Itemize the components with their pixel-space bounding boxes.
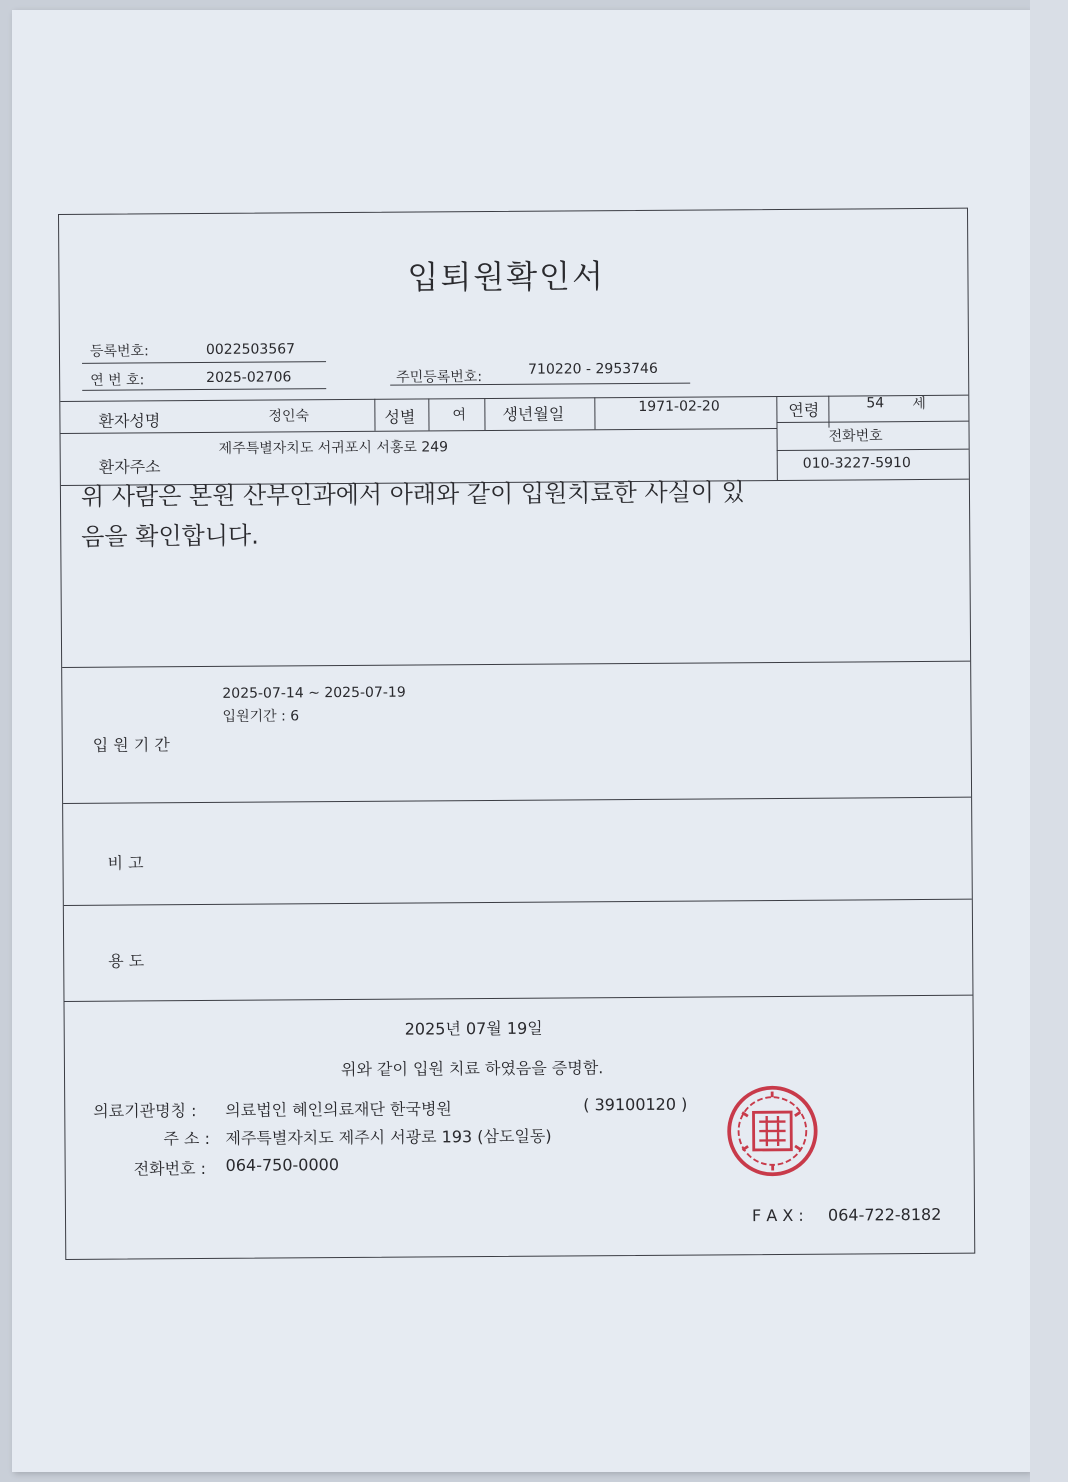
divider [776,396,778,480]
fax-number: 064-722-8182 [827,1204,942,1225]
sex-label: 성별 [384,407,416,427]
dob-label: 생년월일 [502,404,565,424]
institution-address-label: 주 소 : [163,1128,211,1149]
certificate-form [58,208,975,1260]
admission-range: 2025-07-14 ~ 2025-07-19 [222,684,406,702]
patient-address: 제주특별자치도 서귀포시 서홍로 249 [218,439,449,457]
divider [82,361,326,364]
institution-code: ( 39100120 ) [583,1094,688,1115]
resident-id-number: 710220 - 2953746 [528,360,658,378]
dob-value: 1971-02-20 [638,398,720,415]
registration-label: 등록번호: [89,343,149,360]
institution-phone-label: 전화번호 : [133,1158,207,1179]
phone-label: 전화번호 [828,428,883,445]
patient-phone: 010-3227-5910 [802,455,911,472]
age-label: 연령 [788,400,820,420]
remarks-label: 비 고 [107,853,144,873]
divider [62,661,970,668]
resident-id-label: 주민등록번호: [396,369,483,386]
certification-statement: 위와 같이 입원 치료 하였음을 증명함. [340,1058,604,1080]
institution-address: 제주특별자치도 제주시 서광로 193 (삼도일동) [225,1126,552,1148]
purpose-label: 용 도 [108,951,145,971]
divider [828,396,829,428]
institution-name: 의료법인 혜인의료재단 한국병원 [225,1099,452,1120]
address-label: 환자주소 [98,457,161,477]
divider [776,421,968,423]
divider [484,398,485,430]
age-unit: 세 [912,395,926,413]
background-sheet [1030,0,1068,1482]
statement-line2: 음을 확인합니다. [81,521,259,551]
divider [428,398,429,430]
age-value: 54 [866,395,885,412]
document-title: 입퇴원확인서 [407,257,606,297]
admission-label: 입 원 기 간 [92,735,170,755]
divider [777,449,969,451]
divider [64,995,972,1002]
divider [64,899,972,906]
divider [594,397,595,429]
patient-name-label: 환자성명 [98,411,161,431]
serial-number: 2025-02706 [206,369,292,386]
divider [63,797,971,804]
admission-days: 입원기간 : 6 [222,708,300,725]
official-seal-icon [725,1084,820,1179]
serial-label: 연 번 호: [90,372,145,389]
divider [61,428,777,434]
statement-line1: 위 사람은 본원 산부인과에서 아래와 같이 입원치료한 사실이 있 [80,478,745,511]
fax-label: F A X : [751,1205,804,1226]
sex-value: 여 [452,407,467,424]
divider [374,399,375,431]
institution-name-label: 의료기관명칭 : [93,1101,197,1121]
institution-phone: 064-750-0000 [225,1155,340,1175]
issue-date: 2025년 07월 19일 [404,1018,543,1039]
registration-number: 0022503567 [205,341,296,358]
patient-name: 정인숙 [268,408,310,425]
